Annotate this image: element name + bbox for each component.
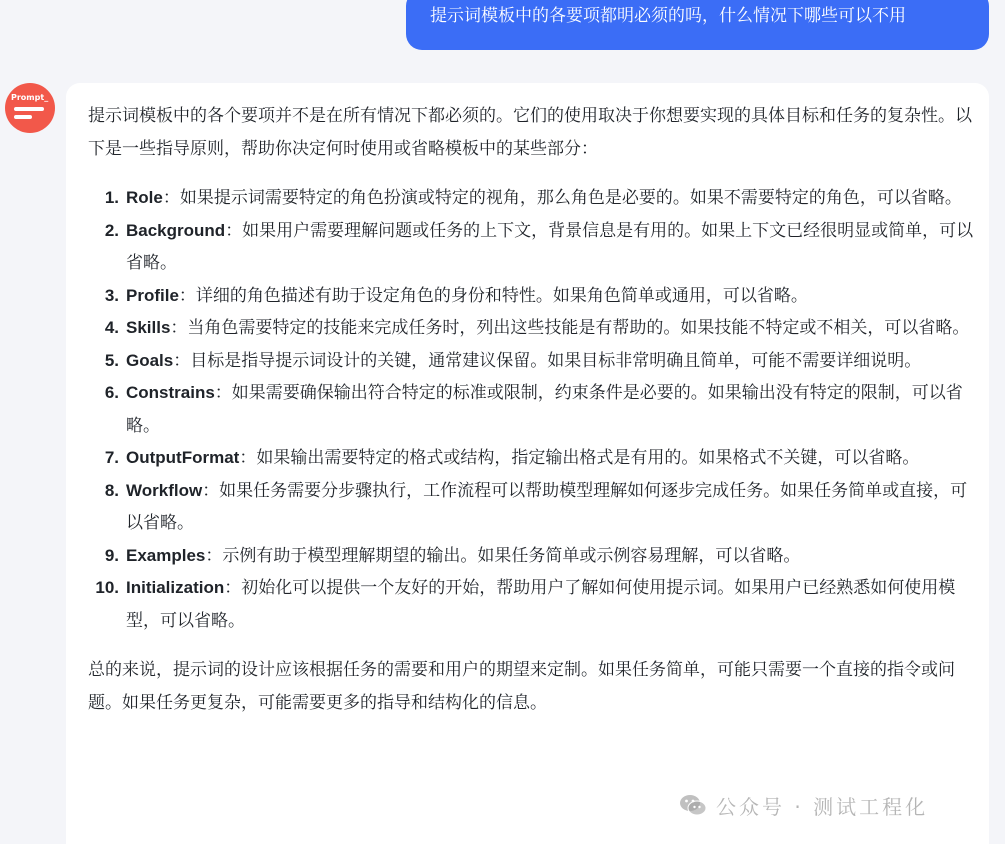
list-item-term: Background [126,220,226,240]
avatar-line-icon [14,107,44,111]
list-item-text: ：如果任务需要分步骤执行，工作流程可以帮助模型理解如何逐步完成任务。如果任务简单或直接，可以省略。 [126,480,968,533]
list-item-term: Role [126,188,163,207]
list-item [88,572,978,637]
list-item-text: ：目标是指导提示词设计的关键，通常建议保留。如果目标非常明确且简单，可能不需要详细说明。 [173,350,922,371]
list-item-number: 8. [104,480,119,500]
intro-paragraph: 提示词模板中的各个要项并不是在所有情况下都必须的。它们的使用取决于你想要实现的具体目标和任务的复杂性。以下是一些指导原则，帮助你决定何时使用或省略模板中的某些部分： [88,106,972,159]
assistant-message-content [88,100,978,719]
list-item [88,280,978,313]
watermark [678,788,928,822]
list-item-text: ：示例有助于模型理解期望的输出。如果任务简单或示例容易理解，可以省略。 [205,545,801,566]
list-item-text: ：如果输出需要特定的格式或结构，指定输出格式是有用的。如果格式不关键，可以省略。 [239,448,920,468]
list-item [88,377,978,442]
avatar-line-icon [14,115,32,119]
principles-list [88,182,978,637]
list-item-number: 5. [104,350,119,370]
list-item-term: Goals [126,350,174,370]
list-item-text: ：详细的角色描述有助于设定角色的身份和特性。如果角色简单或通用，可以省略。 [178,285,808,306]
avatar-label: Prompt_ [11,93,49,102]
list-item-text: ：如果需要确保输出符合特定的标准或限制，约束条件是必要的。如果输出没有特定的限制，可以省略。 [126,383,963,436]
assistant-avatar [5,83,55,133]
wechat-icon [678,792,708,818]
list-item-term: Initialization [126,578,225,597]
list-item-term: Constrains [126,383,215,402]
user-message-text: 提示词模板中的各要项都明必须的吗，什么情况下哪些可以不用 [430,6,906,26]
list-item-term: Examples [126,545,206,565]
list-item-number: 10. [95,578,119,597]
list-item-number: 6. [104,383,119,402]
watermark-text: 公众号 · 测试工程化 [716,794,929,819]
list-item-number: 9. [104,545,119,565]
list-item-term: Skills [126,318,171,337]
list-item-number: 1. [104,188,119,207]
list-item [88,182,978,215]
list-item-text: ：如果用户需要理解问题或任务的上下文，背景信息是有用的。如果上下文已经很明显或简单，可以省略。 [126,220,974,273]
list-item-number: 3. [104,285,119,305]
conclusion-paragraph: 总的来说，提示词的设计应该根据任务的需要和用户的期望来定制。如果任务简单，可能只需要一个直接的指令或问题。如果任务更复杂，可能需要更多的指导和结构化的信息。 [88,660,955,713]
list-item [88,442,978,475]
list-item-number: 7. [104,448,119,467]
list-item-number: 2. [104,220,119,240]
list-item [88,215,978,280]
list-item-term: Profile [126,285,179,305]
list-item [88,312,978,345]
list-item [88,540,978,573]
list-item [88,475,978,540]
list-item-term: OutputFormat [126,448,240,467]
list-item [88,345,978,378]
list-item-text: ：如果提示词需要特定的角色扮演或特定的视角，那么角色是必要的。如果不需要特定的角色，可以省略。 [162,188,962,208]
list-item-number: 4. [104,318,119,337]
user-message-bubble [406,0,989,50]
list-item-text: ：初始化可以提供一个友好的开始，帮助用户了解如何使用提示词。如果用户已经熟悉如何使用模型，可以省略。 [126,578,956,631]
list-item-text: ：当角色需要特定的技能来完成任务时，列出这些技能是有帮助的。如果技能不特定或不相关，可以省略。 [170,318,970,338]
list-item-term: Workflow [126,480,203,500]
